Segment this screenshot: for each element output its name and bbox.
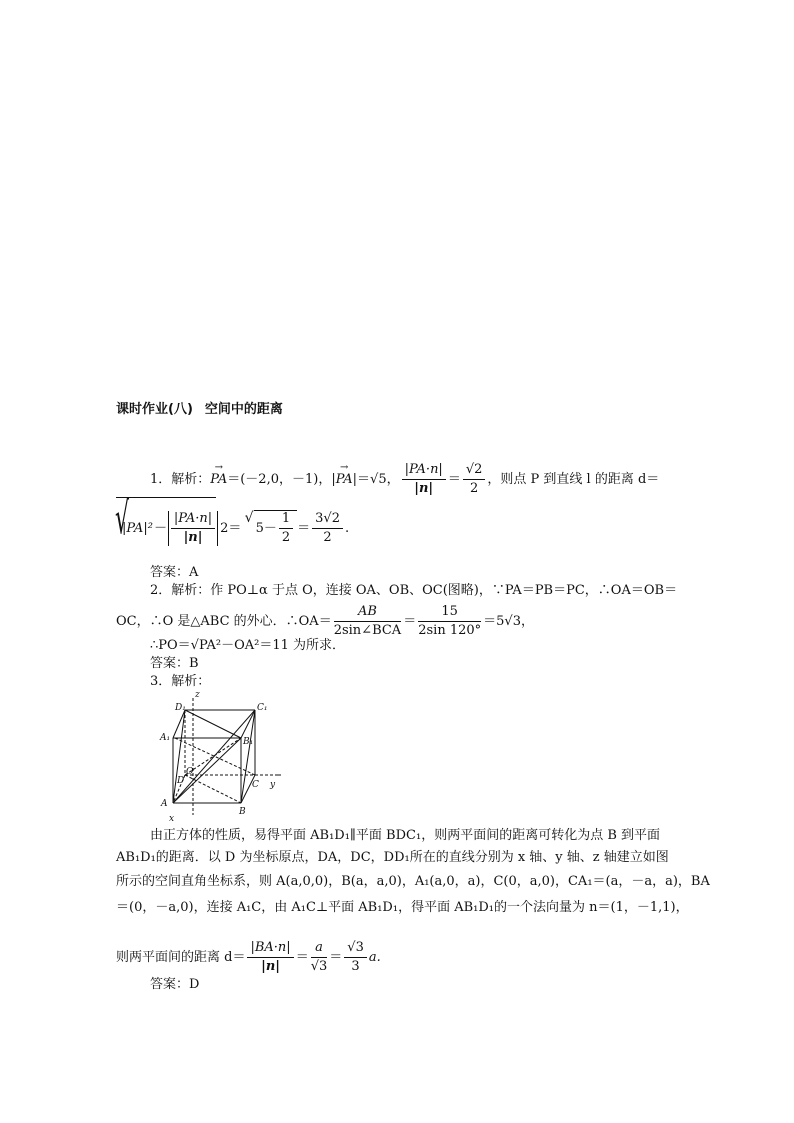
q3-eq1: ＝ (295, 950, 309, 965)
q3-frac-d (247, 940, 293, 975)
q2-frac2 (418, 604, 481, 639)
label-a1: A₁ (160, 733, 171, 743)
q1-line2-a: |PA|²－ (122, 521, 166, 536)
q1-frac-den: |n| (414, 481, 434, 496)
label-b1: B₁ (243, 737, 254, 747)
q1-res-den: 2 (323, 530, 332, 545)
label-d1: D₁ (175, 703, 186, 713)
q1-result (312, 511, 343, 546)
q2-f2-num: 15 (418, 604, 481, 622)
q1-frac-num: |PA·n| (402, 462, 446, 480)
title-main: 课时作业(八) (116, 402, 193, 417)
q2-f1-den: 2sin∠BCA (333, 623, 402, 638)
q1-eq3: ＝ (447, 472, 461, 487)
q2-answer: 答案：B (150, 656, 199, 671)
q3-eq2: ＝ (329, 950, 343, 965)
q1-sq2-num: √2 (463, 462, 486, 480)
label-a: A (161, 799, 168, 809)
q3-frac-a (311, 940, 328, 975)
q1-frac-sqrt2 (463, 462, 486, 497)
q1-vector-pa-2: → PA (336, 471, 353, 489)
q1-eq1: ＝(－2,0，－1)，| (227, 472, 336, 487)
label-b: B (239, 807, 246, 817)
q1-frac2-num: |PA·n| (171, 511, 215, 529)
q3-a-den: √3 (310, 959, 328, 974)
q1-half-den: 2 (281, 530, 291, 545)
q1-sqrt (254, 510, 298, 546)
q2-eq: ＝ (403, 614, 417, 629)
q1-res-num: 3√2 (312, 511, 343, 529)
q1-tail: ，则点 P 到直线 l 的距离 d＝ (487, 472, 660, 487)
q3-p5-a: 则两平面间的距离 d＝ (116, 950, 246, 965)
q1-line1 (150, 462, 659, 497)
q3-para1: 由正方体的性质，易得平面 AB₁D₁∥平面 BDC₁，则两平面间的距离可转化为点 B 到平面 (150, 828, 661, 843)
q3-d-den: |n| (261, 959, 281, 974)
q1-vector-pa: → PA (210, 471, 227, 489)
q3-para3: 所示的空间直角坐标系，则 A(a,0,0)，B(a，a,0)，A₁(a,0，a)，C(0，a,0)，CA₁＝(a，－a，a)，BA (116, 874, 710, 889)
q1-sqrt-content: 5－ (255, 521, 277, 536)
q1-prefix: 1．解析： (150, 472, 211, 487)
q3-r-num: √3 (344, 940, 367, 958)
q1-frac2-den: |n| (183, 530, 203, 545)
q3-answer: 答案：D (150, 977, 200, 992)
cube-figure (155, 690, 285, 825)
q2-line2-a: OC，∴O 是△ABC 的外心．∴OA＝ (116, 614, 332, 629)
q3-para2: AB₁D₁的距离．以 D 为坐标原点，DA，DC，DD₁所在的直线分别为 x 轴、y 轴、z 轴建立如图 (116, 850, 669, 865)
q2-line2-b: ＝5√3， (483, 614, 534, 629)
q3-para5 (116, 940, 381, 975)
q3-para4: ＝(0，－a,0)，连接 A₁C，由 A₁C⊥平面 AB₁D₁，得平面 AB₁D₁的一个法向量为 n＝(1，－1,1)， (116, 900, 689, 915)
q3-frac-r (344, 940, 367, 975)
q1-sq2-den: 2 (469, 481, 479, 496)
label-x: x (169, 814, 175, 824)
q2-line1: 2．解析：作 PO⊥α 于点 O，连接 OA、OB、OC(图略)，∵PA＝PB＝PC，∴OA＝OB＝ (150, 583, 678, 598)
label-c: C (252, 780, 259, 790)
q1-fraction (402, 462, 446, 497)
q1-half (279, 511, 293, 546)
q2-f2-den: 2sin 120° (418, 623, 482, 638)
q3-prefix: 3．解析： (150, 674, 211, 689)
q1-eq2: |＝√5， (352, 472, 400, 487)
q2-line3: ∴PO＝√PA²－OA²＝11 为所求． (150, 638, 346, 653)
q3-d-num: |BA·n| (247, 940, 293, 958)
q2-f1-num: AB (334, 604, 402, 622)
q1-answer: 答案：A (150, 565, 199, 580)
label-y: y (270, 780, 276, 790)
page-title (116, 398, 283, 417)
q1-line2: |PA|²－ $\frac{|PA\cdot n|}{|n|}$ 2＝ √ 5－ $\frac{1}{2}$ ＝ $\frac{3√2}{2}$ . (122, 510, 349, 546)
q2-line2 (116, 604, 534, 639)
q2-frac1 (334, 604, 402, 639)
q3-r-den: 3 (351, 959, 360, 974)
label-o: O (186, 767, 194, 777)
q1-half-num: 1 (279, 511, 293, 529)
title-sub: 空间中的距离 (204, 402, 283, 417)
q3-a-num: a (311, 940, 328, 958)
q1-line2-b: 2＝ (220, 521, 242, 536)
big-radical: √ (115, 493, 130, 544)
label-d: D (177, 776, 185, 786)
q1-frac-abs (168, 511, 218, 546)
label-c1: C₁ (257, 703, 268, 713)
q3-p5-b: a. (368, 950, 381, 965)
label-z: z (195, 690, 200, 700)
